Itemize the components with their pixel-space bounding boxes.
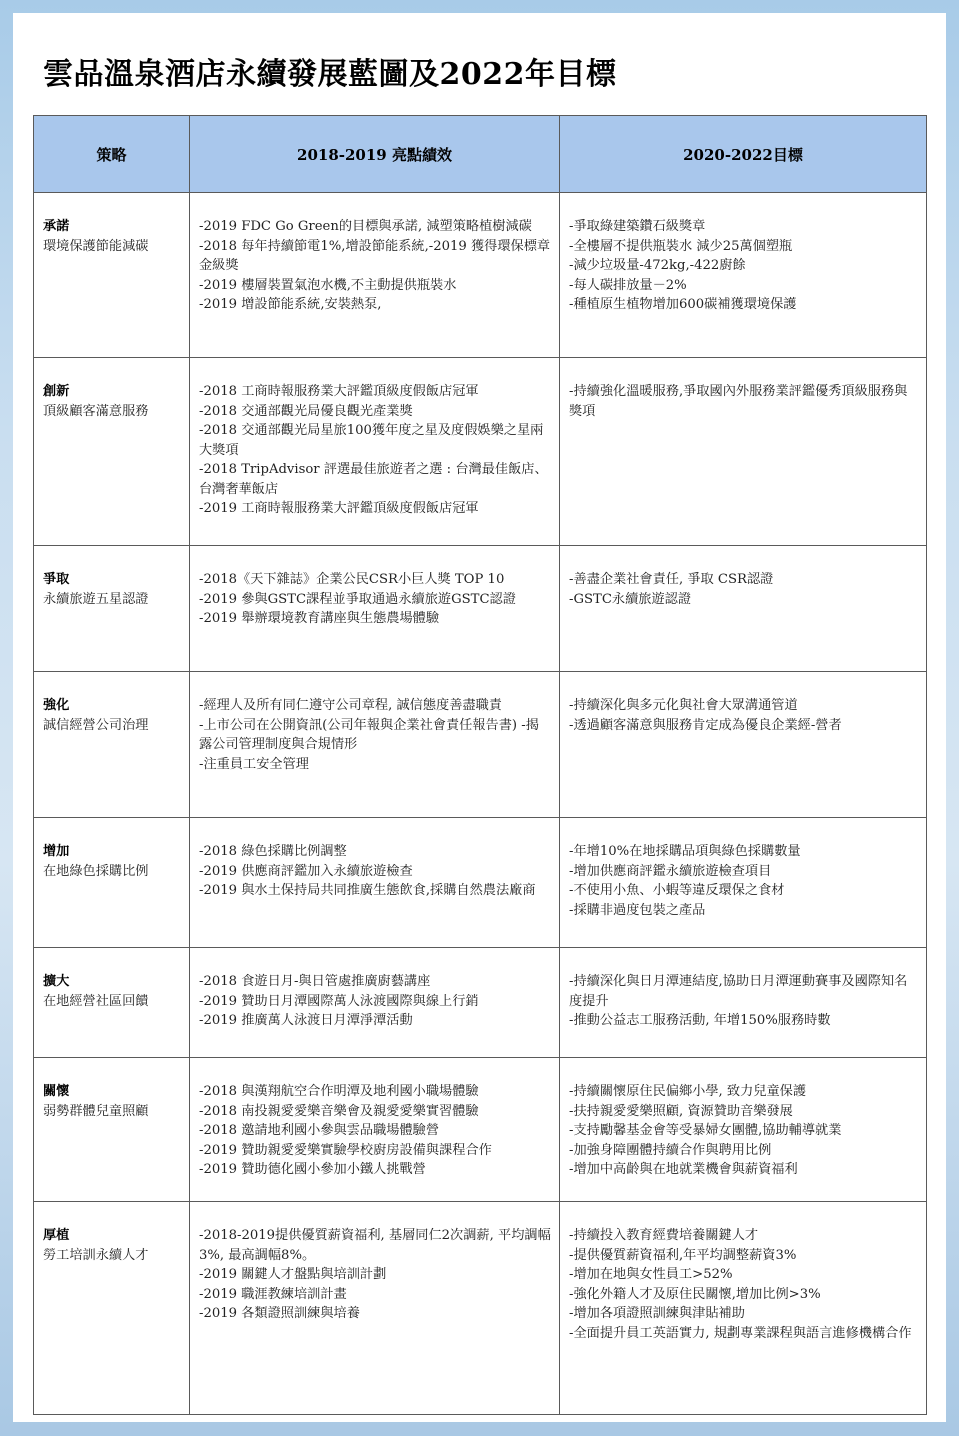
achievement-item: -2019 與水土保持局共同推廣生態飲食,採購自然農法廠商 <box>199 883 536 898</box>
goal-item: -善盡企業社會責任, 爭取 CSR認證 <box>569 572 774 587</box>
header-goals: 2020-2022目標 <box>560 116 927 193</box>
sustainability-table <box>33 115 927 1415</box>
strategy-title: 厚植 <box>43 1228 70 1243</box>
strategy-title: 增加 <box>43 844 70 859</box>
goals-cell <box>560 193 927 358</box>
achievement-item: -2018《天下雜誌》企業公民CSR小巨人獎 TOP 10 <box>199 572 505 587</box>
goal-item: -扶持親愛愛樂照顧, 資源贊助音樂發展 <box>569 1103 793 1119</box>
achievement-item: -2019 FDC Go Green的目標與承諾, 減塑策略植樹減碳 <box>199 219 532 234</box>
table-row <box>34 358 927 546</box>
achievements-cell <box>190 546 560 672</box>
strategy-subtitle: 永續旅遊五星認證 <box>43 591 149 607</box>
page-title: 雲品溫泉酒店永續發展藍圖及2022年目標 <box>43 57 617 92</box>
strategy-cell <box>34 948 190 1058</box>
goal-item: -GSTC永續旅遊認證 <box>569 591 692 607</box>
achievements-cell <box>190 358 560 546</box>
goal-item: -減少垃圾量-472kg,-422廚餘 <box>569 258 746 273</box>
strategy-cell <box>34 546 190 672</box>
achievement-item: -注重員工安全管理 <box>199 756 309 772</box>
goal-item: -年增10%在地採購品項與綠色採購數量 <box>569 844 801 859</box>
strategy-cell <box>34 818 190 948</box>
goals-cell <box>560 1202 927 1415</box>
goal-item: -推動公益志工服務活動, 年增150%服務時數 <box>569 1013 831 1028</box>
goal-item: -全面提升員工英語實力, 規劃專業課程與語言進修機構合作 <box>569 1325 912 1341</box>
strategy-cell <box>34 672 190 818</box>
table-row <box>34 1202 927 1415</box>
strategy-cell <box>34 1202 190 1415</box>
table-row <box>34 948 927 1058</box>
goal-item: -爭取綠建築鑽石級獎章 <box>569 219 706 234</box>
achievement-item: -2019 職涯教練培訓計畫 <box>199 1286 347 1302</box>
goal-item: -支持勵馨基金會等受暴婦女團體,協助輔導就業 <box>569 1123 842 1138</box>
strategy-subtitle: 頂級顧客滿意服務 <box>43 403 149 419</box>
goal-item: -持續深化與多元化與社會大眾溝通管道 <box>569 698 798 713</box>
goal-item: -不使用小魚、小蝦等違反環保之食材 <box>569 883 785 898</box>
achievement-item: -經理人及所有同仁遵守公司章程, 誠信態度善盡職責 <box>199 698 502 713</box>
achievement-item: -2019 贊助德化國小參加小鐵人挑戰營 <box>199 1162 426 1177</box>
achievements-cell <box>190 818 560 948</box>
goal-item: -持續強化溫暖服務,爭取國內外服務業評鑑優秀頂級服務與獎項 <box>569 384 908 419</box>
strategy-subtitle: 環境保護節能減碳 <box>43 238 149 254</box>
strategy-cell <box>34 1058 190 1202</box>
strategy-title: 創新 <box>43 384 70 399</box>
table-row <box>34 818 927 948</box>
strategy-title: 強化 <box>43 698 70 713</box>
goal-item: -持續關懷原住民偏鄉小學, 致力兒童保護 <box>569 1084 807 1099</box>
goal-item: -增加供應商評鑑永續旅遊檢查項目 <box>569 863 772 879</box>
goals-cell <box>560 948 927 1058</box>
goal-item: -增加各項證照訓練與津貼補助 <box>569 1306 745 1321</box>
goal-item: -透過顧客滿意與服務肯定成為優良企業經-營者 <box>569 717 842 733</box>
goal-item: -每人碳排放量－2% <box>569 277 687 293</box>
strategy-title: 爭取 <box>43 572 70 587</box>
goal-item: -持續投入教育經費培養關鍵人才 <box>569 1228 759 1243</box>
goals-cell <box>560 358 927 546</box>
strategy-title: 關懷 <box>43 1084 70 1099</box>
goals-cell <box>560 818 927 948</box>
achievement-item: -2018 與漢翔航空合作明潭及地利國小職場體驗 <box>199 1084 479 1099</box>
goal-item: -增加在地與女性員工>52% <box>569 1267 733 1282</box>
goal-item: -持續深化與日月潭連結度,協助日月潭運動賽事及國際知名度提升 <box>569 974 908 1009</box>
achievements-cell <box>190 193 560 358</box>
goal-item: -種植原生植物增加600碳補獲環境保護 <box>569 297 797 312</box>
achievement-item: -2019 贊助日月潭國際萬人泳渡國際與線上行銷 <box>199 993 479 1009</box>
goal-item: -提供優質薪資福利,年平均調整薪資3% <box>569 1247 797 1263</box>
achievement-item: -2018 每年持續節電1%,增設節能系統,-2019 獲得環保標章金級獎 <box>199 238 551 273</box>
achievement-item: -2018 工商時報服務業大評鑑頂級度假飯店冠軍 <box>199 384 479 399</box>
achievements-cell <box>190 672 560 818</box>
strategy-title: 擴大 <box>43 974 70 989</box>
achievement-item: -2019 各類證照訓練與培養 <box>199 1306 360 1321</box>
achievement-item: -2019 贊助親愛愛樂實驗學校廚房設備與課程合作 <box>199 1142 492 1158</box>
achievement-item: -2018 食遊日月-與日管處推廣廚藝講座 <box>199 974 431 989</box>
strategy-subtitle: 在地經營社區回饋 <box>43 993 149 1009</box>
strategy-subtitle: 誠信經營公司治理 <box>43 717 149 733</box>
goal-item: -加強身障團體持續合作與聘用比例 <box>569 1142 772 1158</box>
strategy-cell <box>34 358 190 546</box>
achievement-item: -2018 TripAdvisor 評選最佳旅遊者之選 : 台灣最佳飯店、台灣奢華飯店 <box>199 462 548 497</box>
table-row <box>34 1058 927 1202</box>
goals-cell <box>560 1058 927 1202</box>
achievement-item: -上市公司在公開資訊(公司年報與企業社會責任報告書) -揭露公司管理制度與合規情形 <box>199 717 539 752</box>
header-achievements: 2018-2019 亮點績效 <box>190 116 560 193</box>
document-sheet <box>13 13 946 1422</box>
achievement-item: -2018 交通部觀光局星旅100獲年度之星及度假娛樂之星兩大獎項 <box>199 423 544 458</box>
table-row <box>34 546 927 672</box>
strategy-title: 承諾 <box>43 219 70 234</box>
strategy-subtitle: 弱勢群體兒童照顧 <box>43 1103 149 1119</box>
strategy-subtitle: 在地綠色採購比例 <box>43 863 149 879</box>
achievement-item: -2018 南投親愛愛樂音樂會及親愛愛樂實習體驗 <box>199 1103 479 1119</box>
achievement-item: -2019 供應商評鑑加入永續旅遊檢查 <box>199 863 413 879</box>
table-header-row <box>34 116 927 193</box>
header-strategy: 策略 <box>34 116 190 193</box>
goal-item: -增加中高齡與在地就業機會與薪資福利 <box>569 1162 798 1177</box>
achievement-item: -2018 交通部觀光局優良觀光產業獎 <box>199 403 413 419</box>
achievement-item: -2018-2019提供優質薪資福利, 基層同仁2次調薪, 平均調幅3%, 最高調幅8%。 <box>199 1228 551 1263</box>
goals-cell <box>560 546 927 672</box>
strategy-cell <box>34 193 190 358</box>
achievement-item: -2019 工商時報服務業大評鑑頂級度假飯店冠軍 <box>199 501 479 516</box>
achievements-cell <box>190 1202 560 1415</box>
table-row <box>34 672 927 818</box>
achievement-item: -2019 增設節能系統,安裝熱泵, <box>199 297 382 312</box>
goal-item: -全樓層不提供瓶裝水 減少25萬個塑瓶 <box>569 238 793 254</box>
strategy-subtitle: 勞工培訓永續人才 <box>43 1247 149 1263</box>
achievement-item: -2019 樓層裝置氣泡水機,不主動提供瓶裝水 <box>199 277 457 293</box>
achievement-item: -2019 參與GSTC課程並爭取通過永續旅遊GSTC認證 <box>199 591 516 607</box>
table-row <box>34 193 927 358</box>
achievement-item: -2018 綠色採購比例調整 <box>199 844 347 859</box>
achievement-item: -2019 推廣萬人泳渡日月潭淨潭活動 <box>199 1013 413 1028</box>
achievement-item: -2019 關鍵人才盤點與培訓計劃 <box>199 1267 387 1282</box>
achievements-cell <box>190 948 560 1058</box>
table-body <box>34 193 927 1415</box>
goals-cell <box>560 672 927 818</box>
achievement-item: -2019 舉辦環境教育講座與生態農場體驗 <box>199 611 440 626</box>
goal-item: -採購非過度包裝之產品 <box>569 902 706 918</box>
achievement-item: -2018 邀請地利國小參與雲品職場體驗營 <box>199 1123 440 1138</box>
goal-item: -強化外籍人才及原住民關懷,增加比例>3% <box>569 1286 821 1302</box>
achievements-cell <box>190 1058 560 1202</box>
